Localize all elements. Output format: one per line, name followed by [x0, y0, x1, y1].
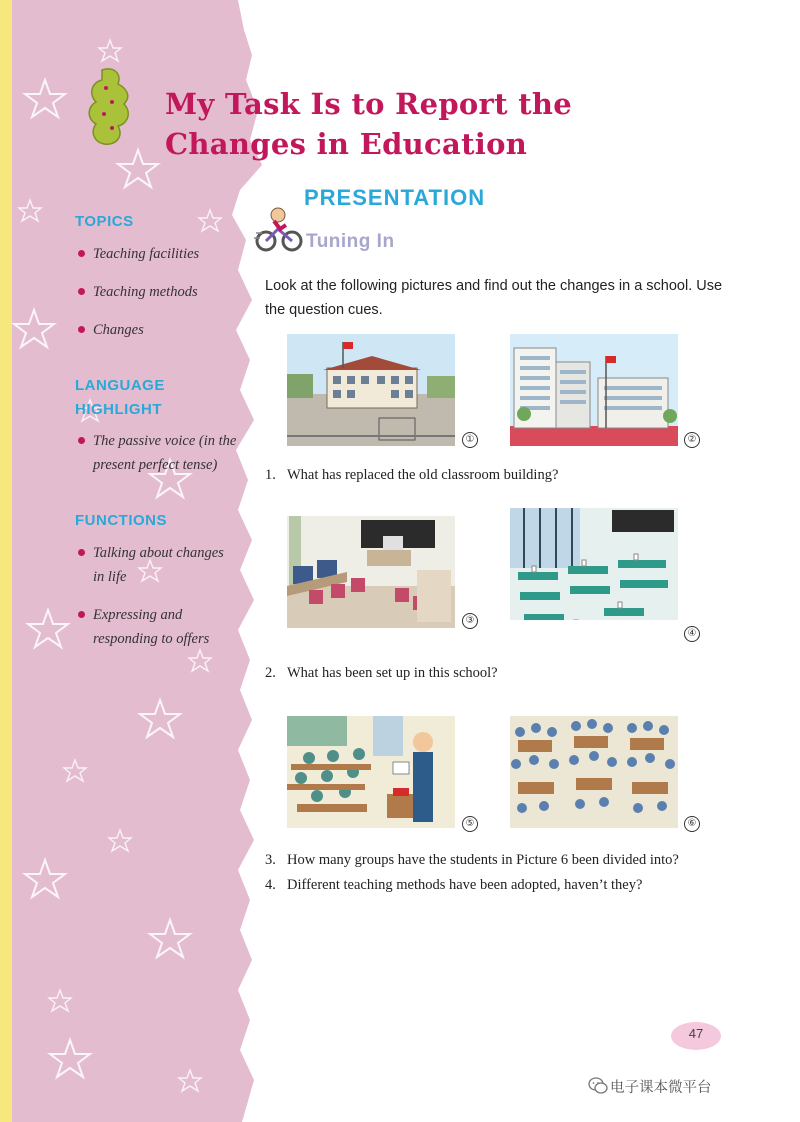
section-heading: PRESENTATION	[304, 185, 486, 210]
topics-heading: TOPICS	[75, 213, 134, 230]
functions-list	[75, 541, 250, 651]
picture-1-old-school	[287, 334, 455, 446]
picture-3-computer-room	[287, 516, 455, 628]
cyclist-icon	[254, 205, 304, 253]
bullet-icon	[78, 549, 85, 556]
question-2: 2. What has been set up in this school?	[265, 665, 498, 681]
function-item: Talking about changes in life	[75, 541, 250, 589]
page-title-line-2: Changes in Education	[165, 127, 528, 161]
picture-1-number: ①	[462, 432, 478, 448]
picture-4-science-lab	[510, 508, 678, 620]
chapter-map-icon	[82, 66, 138, 150]
bullet-icon	[78, 611, 85, 618]
picture-2-number: ②	[684, 432, 700, 448]
language-highlight-heading: LANGUAGE HIGHLIGHT	[75, 377, 165, 418]
wechat-icon	[588, 1077, 608, 1095]
picture-2-new-school	[510, 334, 678, 446]
page-title	[165, 84, 572, 164]
topic-item: Teaching facilities	[75, 242, 250, 266]
function-item: Expressing and responding to offers	[75, 603, 250, 651]
picture-3-number: ③	[462, 613, 478, 629]
page-title-line-1: My Task Is to Report the	[165, 87, 573, 121]
bullet-icon	[78, 288, 85, 295]
picture-5-traditional-class	[287, 716, 455, 828]
topic-item: Changes	[75, 318, 250, 342]
page-number: 47	[688, 1026, 704, 1041]
topic-item: Teaching methods	[75, 280, 250, 304]
section-subheading: Tuning In	[306, 231, 395, 252]
picture-6-group-work	[510, 716, 678, 828]
functions-heading: FUNCTIONS	[75, 512, 167, 529]
language-item: The passive voice (in the present perfect tense)	[75, 429, 250, 477]
picture-6-number: ⑥	[684, 816, 700, 832]
instructions-text: Look at the following pictures and find out the changes in a school. Use the question cues.	[265, 278, 723, 318]
language-list	[75, 429, 250, 477]
picture-4-number: ④	[684, 626, 700, 642]
bullet-icon	[78, 437, 85, 444]
bullet-icon	[78, 250, 85, 257]
question-4: 4. Different teaching methods have been adopted, haven’t they?	[265, 877, 643, 893]
bullet-icon	[78, 326, 85, 333]
watermark-text: 电子课本微平台	[610, 1080, 712, 1096]
question-3: 3. How many groups have the students in Picture 6 been divided into?	[265, 852, 679, 868]
topics-list	[75, 242, 250, 342]
picture-5-number: ⑤	[462, 816, 478, 832]
question-1: 1. What has replaced the old classroom building?	[265, 467, 559, 483]
